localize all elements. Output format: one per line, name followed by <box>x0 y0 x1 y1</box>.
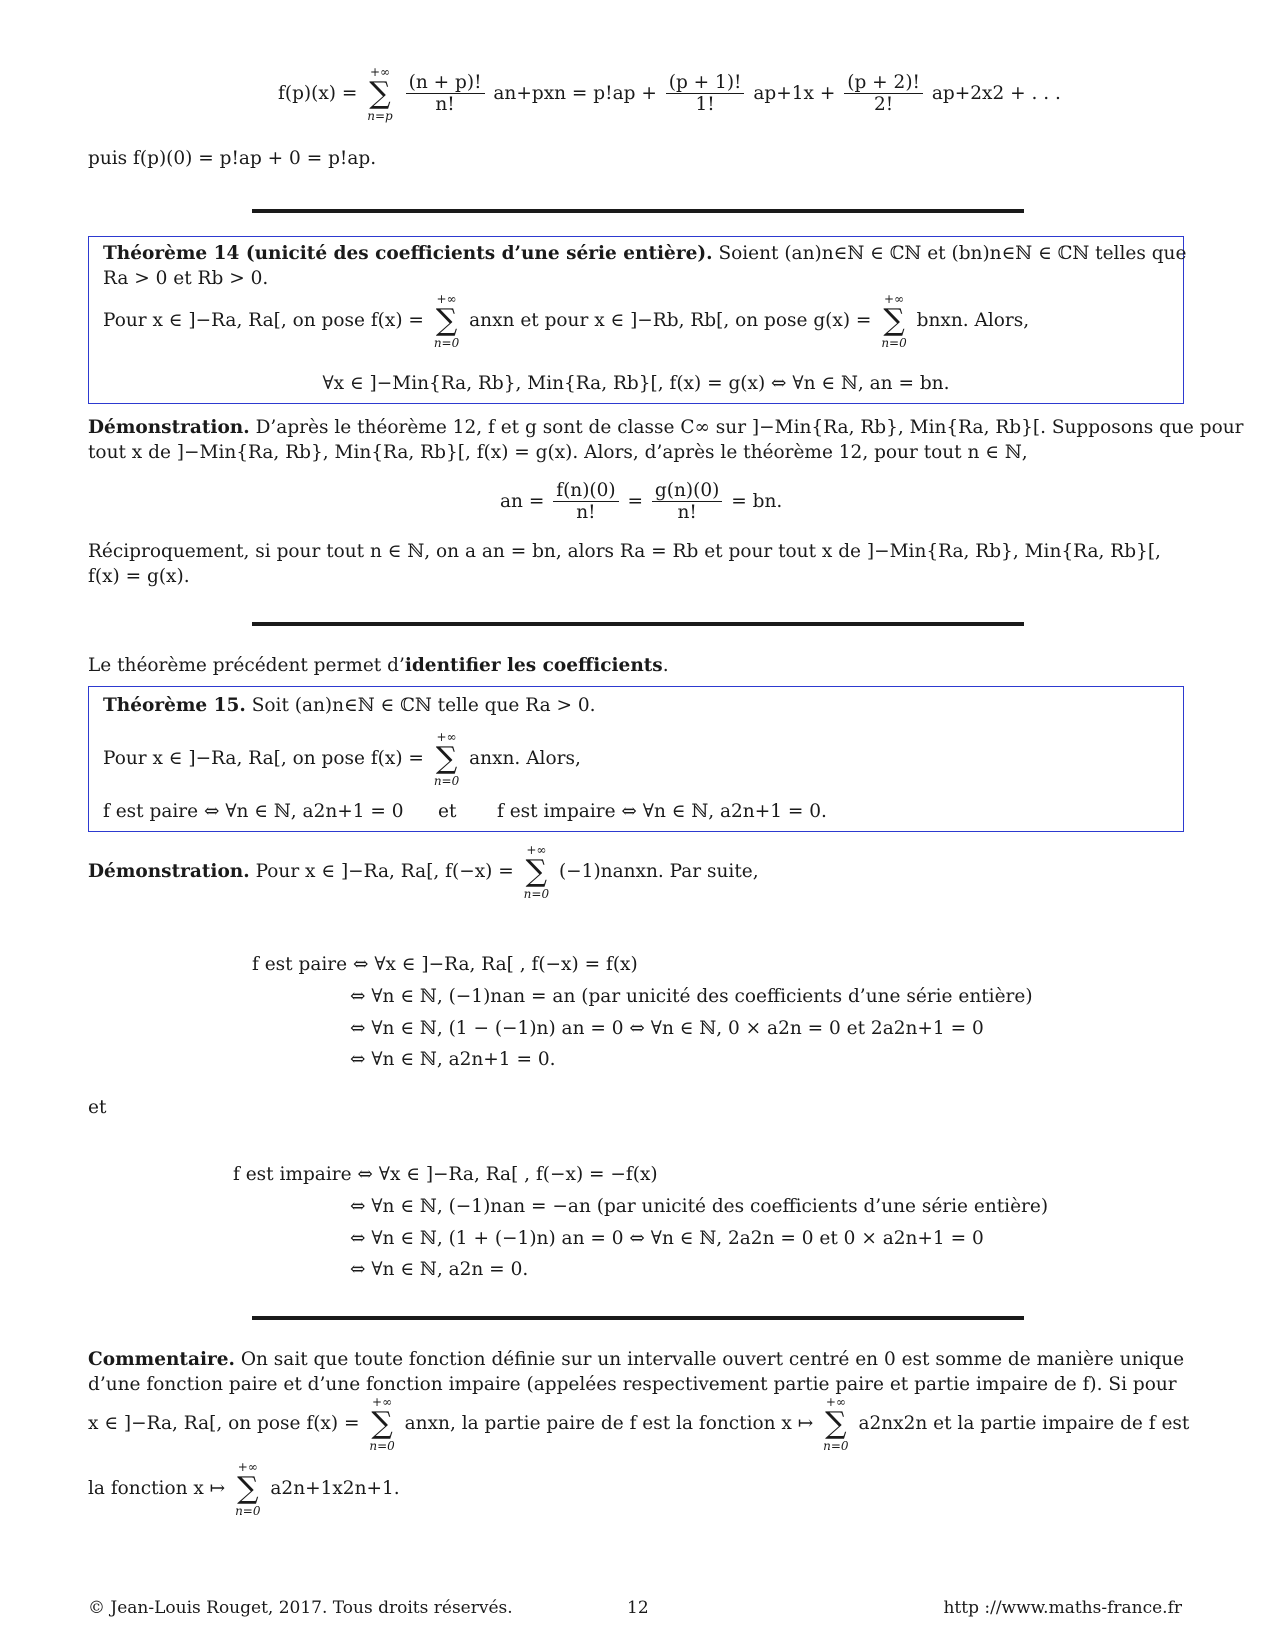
demonstration-label: Démonstration. <box>88 860 250 882</box>
demo2-line1 <box>88 844 759 900</box>
comment-text: a2nx2n et la partie impaire de f est <box>858 1412 1190 1434</box>
theorem-14-line2: Ra > 0 et Rb > 0. <box>103 268 269 289</box>
fraction <box>406 72 485 116</box>
theorem-15-box <box>88 686 1184 832</box>
demo2-et: et <box>88 1097 107 1118</box>
theorem-14-box <box>88 236 1187 404</box>
theorem-15-line2 <box>103 731 581 787</box>
sigma-icon: ∑ <box>883 303 905 338</box>
fraction <box>553 480 618 524</box>
commentaire-label: Commentaire. <box>88 1349 235 1370</box>
sum-lower-limit: n=0 <box>881 335 907 350</box>
theorem-15-title: Théorème 15. <box>103 695 246 716</box>
impaire-step: ⇔ ∀n ∈ ℕ, (1 + (−1)n) an = 0 ⇔ ∀n ∈ ℕ, 2a2n = 0 et 0 × a2n+1 = 0 <box>350 1228 984 1249</box>
sum-upper-limit: +∞ <box>436 730 457 744</box>
paire-step: ⇔ ∀n ∈ ℕ, (1 − (−1)n) an = 0 ⇔ ∀n ∈ ℕ, 0 × a2n = 0 et 2a2n+1 = 0 <box>350 1018 984 1039</box>
sum-upper-limit: +∞ <box>526 843 547 857</box>
sum-lower-limit: n=0 <box>523 886 550 901</box>
fraction-numerator: (p + 1)! <box>666 72 745 94</box>
theorem-14-text: bnxn. Alors, <box>916 309 1030 331</box>
sum-lower-limit: n=0 <box>433 335 460 350</box>
comment-line2: d’une fonction paire et d’une fonction impaire (appelées respectivement partie paire et partie impaire de f). Si pour <box>88 1374 1177 1395</box>
footer-url[interactable]: http ://www.maths-france.fr <box>943 1598 1182 1618</box>
sum-lower-limit: n=0 <box>823 1438 849 1453</box>
sum-lower-limit: n=0 <box>369 1438 395 1453</box>
impaire-step: ⇔ ∀n ∈ ℕ, a2n = 0. <box>350 1259 529 1280</box>
fraction-denominator: n! <box>677 502 697 524</box>
demo1-text: D’après le théorème 12, f et g sont de classe C∞ sur ]−Min{Ra, Rb}, Min{Ra, Rb}[. Supposons que pour <box>255 417 1244 438</box>
formula-lhs: f(p)(x) = <box>278 82 358 104</box>
paire-step: ⇔ ∀n ∈ ℕ, a2n+1 = 0. <box>350 1049 556 1070</box>
sum-upper-limit: +∞ <box>883 292 905 306</box>
sum-symbol <box>235 1461 260 1517</box>
sigma-icon: ∑ <box>435 741 458 776</box>
theorem-14-line1 <box>103 243 1186 264</box>
puis-line: puis f(p)(0) = p!ap + 0 = p!ap. <box>88 148 377 169</box>
theorem-14-text: anxn et pour x ∈ ]−Rb, Rb[, on pose g(x) = <box>469 309 872 331</box>
equals-sign: = <box>627 490 644 512</box>
fraction-denominator: n! <box>576 502 596 524</box>
sigma-icon: ∑ <box>371 1406 393 1441</box>
comment-text: On sait que toute fonction définie sur un intervalle ouvert centré en 0 est somme de manière unique <box>240 1349 1185 1370</box>
fraction-numerator: (n + p)! <box>406 72 485 94</box>
equation-rhs: = bn. <box>731 490 783 512</box>
sum-upper-limit: +∞ <box>436 292 457 306</box>
formula-term: ap+2x2 + . . . <box>931 82 1061 104</box>
demonstration-label: Démonstration. <box>88 417 250 438</box>
sum-upper-limit: +∞ <box>237 1460 258 1474</box>
fraction <box>652 480 722 524</box>
fraction-denominator: n! <box>435 94 455 116</box>
impaire-step: f est impaire ⇔ ∀x ∈ ]−Ra, Ra[ , f(−x) = −f(x) <box>233 1164 658 1185</box>
sum-symbol <box>434 293 459 349</box>
theorem-15-hypothesis: Soit (an)n∈ℕ ∈ ℂℕ telle que Ra > 0. <box>251 695 596 716</box>
demo2-text: (−1)nanxn. Par suite, <box>558 860 759 882</box>
fraction <box>844 72 923 116</box>
theorem-15-paire: f est paire ⇔ ∀n ∈ ℕ, a2n+1 = 0 <box>103 801 404 822</box>
demo1-line4: f(x) = g(x). <box>88 566 190 587</box>
comment-text: a2n+1x2n+1. <box>270 1477 400 1499</box>
footer-copyright: © Jean-Louis Rouget, 2017. Tous droits réservés. <box>88 1598 513 1618</box>
sum-symbol <box>823 1396 848 1452</box>
comment-line1 <box>88 1349 1184 1370</box>
theorem-14-statement: ∀x ∈ ]−Min{Ra, Rb}, Min{Ra, Rb}[, f(x) = g(x) ⇔ ∀n ∈ ℕ, an = bn. <box>322 373 950 394</box>
theorem-15-text: Pour x ∈ ]−Ra, Ra[, on pose f(x) = <box>103 747 424 769</box>
comment-line4 <box>88 1461 400 1517</box>
page-number: 12 <box>627 1598 649 1618</box>
paire-step: ⇔ ∀n ∈ ℕ, (−1)nan = an (par unicité des coefficients d’une série entière) <box>350 986 1033 1007</box>
comment-text: x ∈ ]−Ra, Ra[, on pose f(x) = <box>88 1412 360 1434</box>
fraction-denominator: 2! <box>874 94 894 116</box>
paire-step: f est paire ⇔ ∀x ∈ ]−Ra, Ra[ , f(−x) = f(x) <box>252 954 638 975</box>
theorem-14-title: Théorème 14 (unicité des coefficients d’une série entière). <box>103 243 713 264</box>
fraction-numerator: (p + 2)! <box>844 72 923 94</box>
section-divider <box>252 1316 1024 1320</box>
demo1-equation <box>500 480 782 524</box>
comment-line3 <box>88 1396 1189 1452</box>
sigma-icon: ∑ <box>525 854 548 889</box>
fraction-numerator: f(n)(0) <box>553 480 618 502</box>
theorem-15-text: anxn. Alors, <box>469 747 581 769</box>
demo1-line2: tout x de ]−Min{Ra, Rb}, Min{Ra, Rb}[, f(x) = g(x). Alors, d’après le théorème 12, pour tout n ∈ ℕ, <box>88 442 1028 463</box>
theorem-14-text: Pour x ∈ ]−Ra, Ra[, on pose f(x) = <box>103 309 424 331</box>
demo1-line3: Réciproquement, si pour tout n ∈ ℕ, on a an = bn, alors Ra = Rb et pour tout x de ]−Min{Ra, Rb}, Min{Ra, Rb}[, <box>88 541 1161 562</box>
intro-bold-text: identifier les coefficients <box>404 655 663 676</box>
demo1-line1 <box>88 417 1244 438</box>
intro-text: Le théorème précédent permet d’ <box>88 655 405 676</box>
comment-text: anxn, la partie paire de f est la fonction x ↦ <box>404 1412 814 1434</box>
intro-text: . <box>662 655 669 676</box>
fraction <box>666 72 745 116</box>
theorem-15-line1 <box>103 695 596 716</box>
sigma-icon: ∑ <box>237 1471 259 1506</box>
sum-symbol <box>369 1396 394 1452</box>
sum-upper-limit: +∞ <box>825 1395 846 1409</box>
sum-lower-limit: n=0 <box>235 1503 261 1518</box>
demo2-text: Pour x ∈ ]−Ra, Ra[, f(−x) = <box>255 860 514 882</box>
sum-upper-limit: +∞ <box>372 1395 393 1409</box>
formula-term: an+pxn = p!ap + <box>493 82 657 104</box>
sum-lower-limit: n=0 <box>433 773 460 788</box>
sum-symbol <box>367 66 392 122</box>
section-divider <box>252 209 1024 213</box>
sum-symbol <box>524 844 549 900</box>
fraction-denominator: 1! <box>695 94 715 116</box>
sigma-icon: ∑ <box>369 76 391 111</box>
formula-term: ap+1x + <box>753 82 836 104</box>
theorem-15-impaire: f est impaire ⇔ ∀n ∈ ℕ, a2n+1 = 0. <box>497 801 827 822</box>
equation-lhs: an = <box>500 490 545 512</box>
sum-upper-limit: +∞ <box>369 65 391 79</box>
sum-symbol <box>434 731 459 787</box>
theorem-14-line3 <box>103 293 1029 349</box>
section-divider <box>252 622 1024 626</box>
fraction-numerator: g(n)(0) <box>652 480 722 502</box>
theorem-15-et: et <box>438 801 457 822</box>
sum-symbol <box>881 293 906 349</box>
top-formula <box>278 66 1061 122</box>
comment-text: la fonction x ↦ <box>88 1477 226 1499</box>
theorem-14-hypothesis: Soient (an)n∈ℕ ∈ ℂℕ et (bn)n∈ℕ ∈ ℂℕ telles que <box>718 243 1187 264</box>
sigma-icon: ∑ <box>435 303 458 338</box>
intro-15 <box>88 655 669 676</box>
impaire-step: ⇔ ∀n ∈ ℕ, (−1)nan = −an (par unicité des coefficients d’une série entière) <box>350 1196 1049 1217</box>
sum-lower-limit: n=p <box>367 108 393 123</box>
sigma-icon: ∑ <box>825 1406 847 1441</box>
